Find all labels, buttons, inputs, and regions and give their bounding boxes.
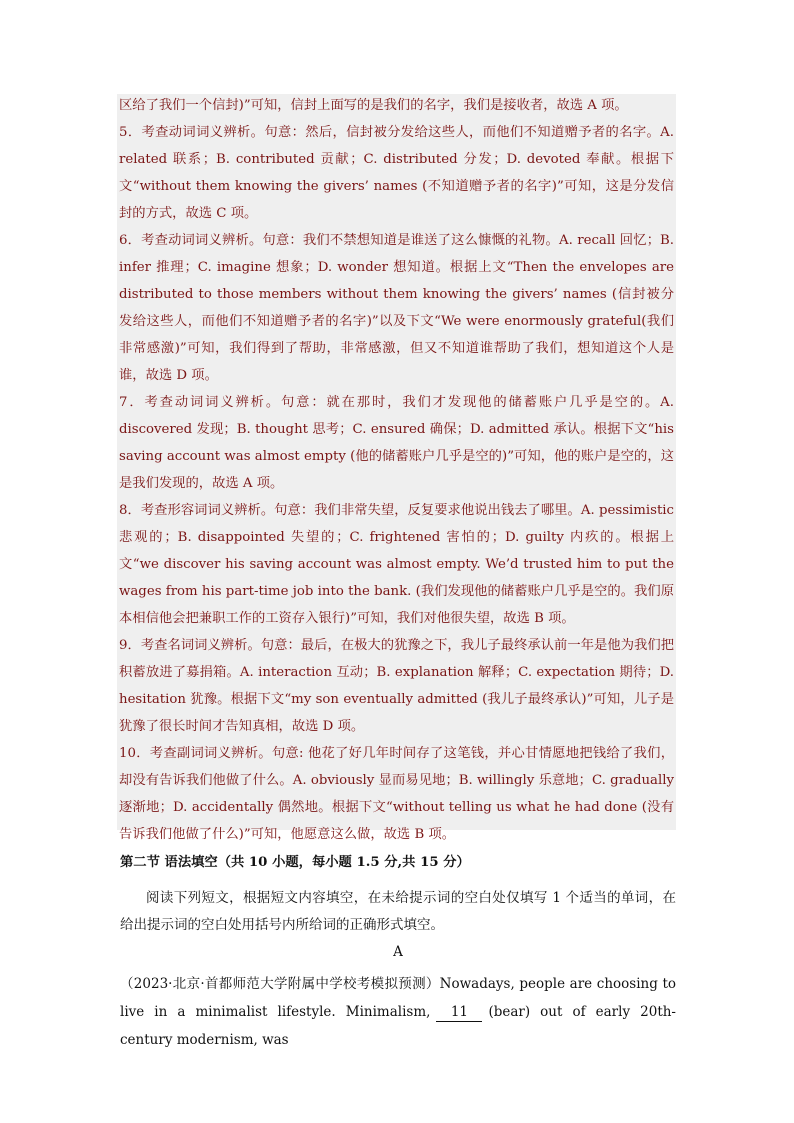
answer-paragraph: 10．考查副词词义辨析。句意: 他花了好几年时间存了这笔钱，并心甘情愿地把钱给了我们，却没有告诉我们他做了什么。A. obviously 显而易见地；B. willingly 乐意地；C. gradually 逐渐地；D. accidentally 偶然地。根据下文“without telling us what he had done (没有告诉我们他做了什么)”可知，他愿意这么做，故选 B 项。: [119, 746, 674, 842]
passage-intro: （2023·北京·首都师范大学附属中学校考模拟预测）Nowadays, people are choosing to live in a minimalist lifestyle. Minimalism,: [120, 976, 676, 1020]
answer-paragraph: 区给了我们一个信封)”可知，信封上面写的是我们的名字，我们是接收者，故选 A 项。: [119, 98, 628, 113]
answer-paragraph: 6．考查动词词义辨析。句意：我们不禁想知道是谁送了这么慷慨的礼物。A. recall 回忆；B. infer 推理；C. imagine 想象；D. wonder 想知道。根据上文“Then the envelopes are distributed to those members without them knowing the givers’ names (信封被分发给这些人，而他们不知道赠予者的名字)”以及下文“We were enormously grateful(我们非常感激)”可知，我们得到了帮助，非常感激，但又不知道谁帮助了我们，想知道这个人是谁，故选 D 项。: [119, 233, 674, 383]
answer-explanations: [117, 94, 676, 842]
answer-paragraph: 5．考查动词词义辨析。句意：然后，信封被分发给这些人，而他们不知道赠予者的名字。A. related 联系；B. contributed 贡献；C. distributed 分发；D. devoted 奉献。根据下文“without them knowing the givers’ names (不知道赠予者的名字)”可知，这是分发信封的方式，故选 C 项。: [119, 125, 674, 221]
passage-after: (bear) out of early 20th-century modernism, was: [120, 1004, 676, 1048]
answer-paragraph: 7．考查动词词义辨析。句意：就在那时，我们才发现他的储蓄账户几乎是空的。A. discovered 发现；B. thought 思考；C. ensured 确保；D. admitted 承认。根据下文“his saving account was almost empty (他的储蓄账户几乎是空的)”可知，他的账户是空的，这是我们发现的，故选 A 项。: [119, 395, 674, 491]
section-instruction: 阅读下列短文，根据短文内容填空，在未给提示词的空白处仅填写 1 个适当的单词，在给出提示词的空白处用括号内所给词的正确形式填空。: [120, 890, 676, 933]
section-title: 第二节 语法填空（共 10 小题，每小题 1.5 分,共 15 分）: [120, 855, 470, 870]
answer-paragraph: 9．考查名词词义辨析。句意：最后，在极大的犹豫之下，我儿子最终承认前一年是他为我们把积蓄放进了募捐箱。A. interaction 互动；B. explanation 解释；C. expectation 期待；D. hesitation 犹豫。根据下文“my son eventually admitted (我儿子最终承认)”可知，儿子是犹豫了很长时间才告知真相，故选 D 项。: [119, 638, 674, 734]
answer-paragraph: 8．考查形容词词义辨析。句意：我们非常失望，反复要求他说出钱去了哪里。A. pessimistic 悲观的；B. disappointed 失望的；C. frightened 害怕的；D. guilty 内疚的。根据上文“we discover his saving account was almost empty. We’d trusted him to put the wages from his part-time job into the bank. (我们发现他的储蓄账户几乎是空的。我们原本相信他会把兼职工作的工资存入银行)”可知，我们对他很失望，故选 B 项。: [119, 503, 674, 626]
passage-label: A: [393, 944, 403, 960]
blank-11: 11: [436, 1004, 482, 1022]
passage-text: [120, 970, 676, 1054]
